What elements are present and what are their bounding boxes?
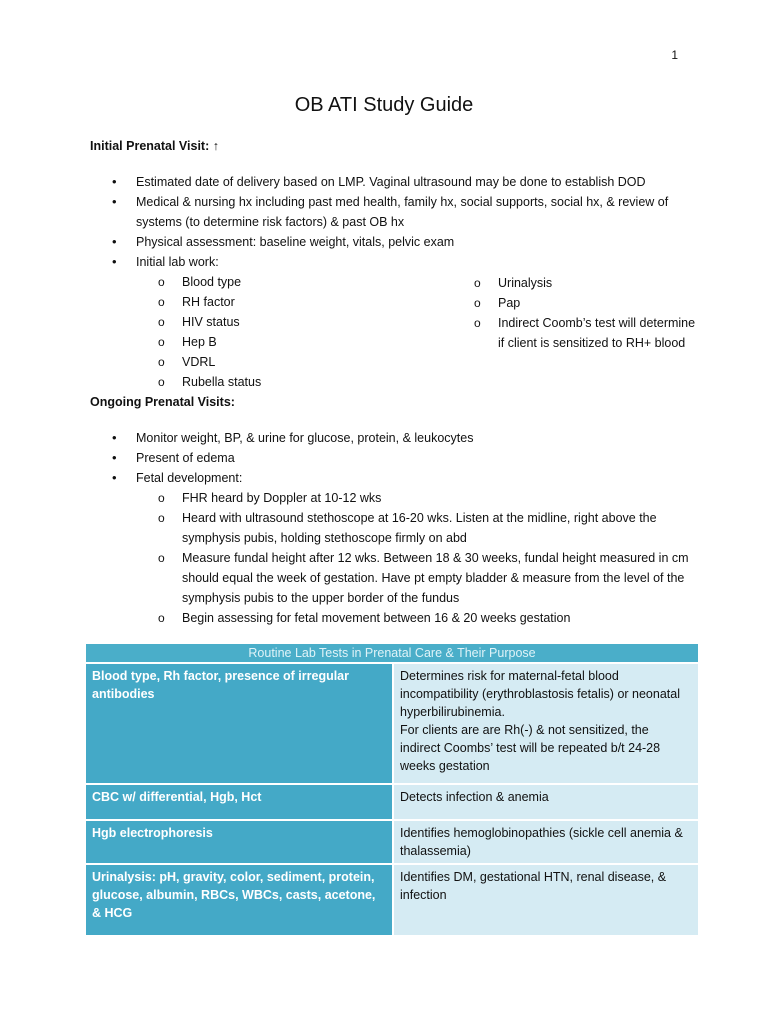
bullet-icon: • — [112, 430, 117, 445]
initial-labs-right — [474, 273, 704, 353]
circle-bullet-icon: o — [158, 335, 165, 349]
list-item: • Estimated date of delivery based on LMP. Vaginal ultrasound may be done to establish DOD — [90, 172, 690, 192]
list-item: • Monitor weight, BP, & urine for glucose, protein, & leukocytes — [90, 428, 690, 448]
lab-item: o Hep B — [90, 332, 690, 352]
circle-bullet-icon: o — [158, 355, 165, 369]
lab-item: o Indirect Coomb’s test will determine if client is sensitized to RH+ blood — [474, 313, 704, 353]
lab-test-cell: Blood type, Rh factor, presence of irregular antibodies — [86, 664, 392, 783]
ongoing-visits-list — [90, 428, 690, 628]
lab-item: o Urinalysis — [474, 273, 704, 293]
page-number: 1 — [671, 48, 678, 62]
lab-item: o Rubella status — [90, 372, 690, 392]
table-row — [86, 821, 698, 863]
table-header-row — [86, 644, 698, 662]
circle-bullet-icon: o — [158, 551, 165, 565]
table-row — [86, 664, 698, 783]
circle-bullet-icon: o — [158, 511, 165, 525]
purpose-text: Determines risk for maternal-fetal blood incompatibility (erythroblastosis fetalis) or neonatal hyperbilirubinemia. — [400, 669, 680, 719]
circle-bullet-icon: o — [158, 491, 165, 505]
lab-test-cell: Hgb electrophoresis — [86, 821, 392, 863]
purpose-cell: Detects infection & anemia — [394, 785, 698, 819]
bullet-icon: • — [112, 470, 117, 485]
list-item: • Medical & nursing hx including past med health, family hx, social supports, social hx, & review of systems (to determine risk factors) & past OB hx — [112, 194, 669, 229]
bullet-icon: • — [112, 234, 117, 249]
list-item: • Physical assessment: baseline weight, vitals, pelvic exam — [90, 232, 690, 252]
initial-visit-heading: Initial Prenatal Visit: ↑ — [90, 139, 219, 153]
lab-item: o HIV status — [90, 312, 690, 332]
fetal-development-list — [90, 488, 690, 628]
list-item: • Present of edema — [90, 448, 690, 468]
circle-bullet-icon: o — [158, 611, 165, 625]
circle-bullet-icon: o — [158, 295, 165, 309]
fetal-item: o Heard with ultrasound stethoscope at 16-20 wks. Listen at the midline, right above the symphysis pubis, holding stethoscope firmly on abd — [90, 508, 690, 548]
circle-bullet-icon: o — [474, 296, 481, 310]
lab-test-cell: Urinalysis: pH, gravity, color, sediment, protein, glucose, albumin, RBCs, WBCs, casts, acetone, & HCG — [86, 865, 392, 935]
bullet-icon: • — [112, 450, 117, 465]
purpose-text: For clients are are Rh(-) & not sensitized, the indirect Coombs’ test will be repeated b/t 24-28 weeks gestation — [400, 723, 661, 773]
bullet-icon: • — [112, 194, 117, 209]
document-title: OB ATI Study Guide — [294, 94, 474, 116]
table-row — [86, 865, 698, 935]
lab-tests-table — [84, 642, 700, 937]
purpose-cell: Identifies DM, gestational HTN, renal disease, & infection — [394, 865, 698, 935]
circle-bullet-icon: o — [158, 315, 165, 329]
list-item: • Initial lab work: o Blood type o RH factor o HIV status o Hep B o VDRL o Rubella status — [90, 252, 690, 392]
fetal-item: o FHR heard by Doppler at 10-12 wks — [90, 488, 690, 508]
lab-item: o RH factor — [90, 292, 690, 312]
lab-item: o VDRL — [90, 352, 690, 372]
lab-test-cell: CBC w/ differential, Hgb, Hct — [86, 785, 392, 819]
circle-bullet-icon: o — [474, 316, 481, 330]
bullet-icon: • — [112, 254, 117, 269]
circle-bullet-icon: o — [158, 375, 165, 389]
table-row — [86, 785, 698, 819]
purpose-cell — [394, 664, 698, 783]
list-item: • Fetal development: o FHR heard by Doppler at 10-12 wks o Heard with ultrasound stethoscope at 16-20 wks. Listen at the midline, right above the symphysis pubis, holding stethoscope firmly on abd o Measure fundal height after 12 wks. Between 18 & 30 weeks, fundal height measured in cm should equal the week of gestation. Have pt empty bladder & measure from the level of the symphysis pubis to the upper border of the fundus o Begin assessing for fetal movement between 16 & 20 weeks gestation — [90, 468, 690, 628]
circle-bullet-icon: o — [158, 275, 165, 289]
fetal-item: o Measure fundal height after 12 wks. Between 18 & 30 weeks, fundal height measured in cm should equal the week of gestation. Have pt empty bladder & measure from the level of the symphysis pubis to the upper border of the fundus — [90, 548, 690, 608]
purpose-cell: Identifies hemoglobinopathies (sickle cell anemia & thalassemia) — [394, 821, 698, 863]
circle-bullet-icon: o — [474, 276, 481, 290]
lab-item: o Blood type — [90, 272, 690, 292]
fetal-item: o Begin assessing for fetal movement between 16 & 20 weeks gestation — [90, 608, 690, 628]
bullet-icon: • — [112, 174, 117, 189]
table-header: Routine Lab Tests in Prenatal Care & Their Purpose — [86, 644, 698, 662]
ongoing-visits-heading: Ongoing Prenatal Visits: — [90, 395, 235, 409]
lab-item: o Pap — [474, 293, 704, 313]
